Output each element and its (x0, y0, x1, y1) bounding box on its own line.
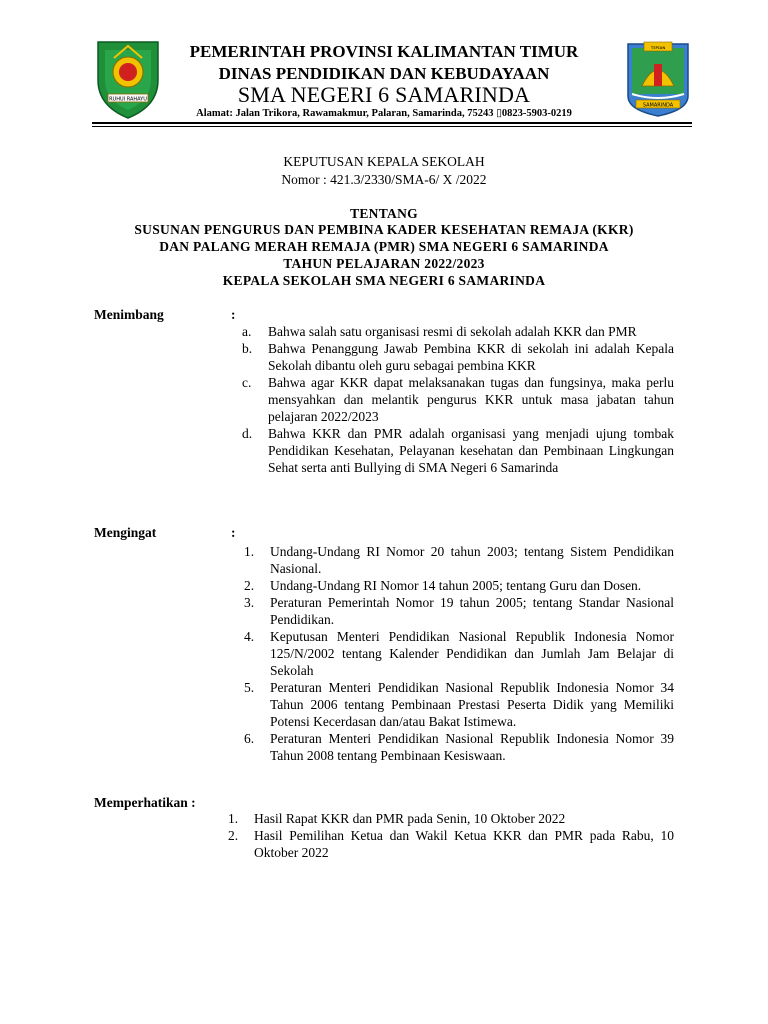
list-item (228, 827, 674, 861)
subject-line-1: SUSUNAN PENGURUS DAN PEMBINA KADER KESEHATAN REMAJA (KKR) (134, 222, 634, 237)
letterhead-department: DINAS PENDIDIKAN DAN KEBUDAYAAN (218, 64, 550, 83)
list-item-marker: d. (242, 426, 253, 441)
list-item-marker: 1. (244, 544, 255, 559)
list-item (242, 374, 674, 425)
list-item (242, 425, 674, 476)
memperhatikan-list (228, 810, 674, 861)
list-item-text: Peraturan Menteri Pendidikan Nasional Republik Indonesia Nomor 39 Tahun 2008 tentang Pembinaan Kesiswaan. (270, 731, 674, 763)
list-item (244, 594, 674, 628)
list-item-text: Bahwa salah satu organisasi resmi di sekolah adalah KKR dan PMR (268, 324, 637, 339)
list-item-marker: 5. (244, 680, 255, 695)
subject-line-2: DAN PALANG MERAH REMAJA (PMR) SMA NEGERI 6 SAMARINDA (159, 239, 609, 254)
mengingat-label: Mengingat (94, 525, 157, 540)
subject-line-4: KEPALA SEKOLAH SMA NEGERI 6 SAMARINDA (222, 273, 546, 288)
letterhead-school: SMA NEGERI 6 SAMARINDA (237, 82, 531, 107)
letterhead-address: Alamat: Jalan Trikora, Rawamakmur, Palaran, Samarinda, 75243 ▯0823-5903-0219 (196, 108, 572, 119)
right-logo-crest-text: ᴛᴇᴘɪᴀɴ (650, 46, 666, 51)
list-item-text: Bahwa KKR dan PMR adalah organisasi yang menjadi ujung tombak Pendidikan Kesehatan, Pelayanan kesehatan dan Pembinaan Lingkungan Sehat serta anti Bullying di SMA Negeri 6 Samarinda (268, 426, 674, 475)
tentang-heading: TENTANG (350, 206, 418, 221)
list-item-text: Hasil Rapat KKR dan PMR pada Senin, 10 Oktober 2022 (254, 811, 566, 826)
letterhead-rule-thin (92, 126, 692, 127)
decree-number: Nomor : 421.3/2330/SMA-6/ X /2022 (281, 172, 487, 187)
list-item (244, 628, 674, 679)
subject-line-3: TAHUN PELAJARAN 2022/2023 (283, 256, 485, 271)
list-item-marker: a. (242, 324, 252, 339)
list-item-marker: 4. (244, 629, 255, 644)
list-item-text: Peraturan Menteri Pendidikan Nasional Republik Indonesia Nomor 34 Tahun 2006 tentang Pembinaan Prestasi Peserta Didik yang Memiliki Potensi Kecerdasan dan/atau Bakat Istimewa. (270, 680, 674, 729)
list-item-marker: 1. (228, 811, 239, 826)
right-logo-banner-text: SAMARINDA (642, 102, 674, 109)
list-item-marker: b. (242, 341, 253, 356)
list-item-text: Undang-Undang RI Nomor 14 tahun 2005; tentang Guru dan Dosen. (270, 578, 642, 593)
list-item-text: Bahwa agar KKR dapat melaksanakan tugas dan fungsinya, maka perlu mensyahkan dan melantik pengurus KKR untuk masa jabatan tahun pelajaran 2022/2023 (268, 375, 674, 424)
list-item-text: Bahwa Penanggung Jawab Pembina KKR di sekolah ini adalah Kepala Sekolah dibantu oleh guru sebagai pembina KKR (268, 341, 674, 373)
menimbang-list (242, 323, 674, 476)
menimbang-colon: : (231, 307, 236, 322)
list-item-marker: 6. (244, 731, 255, 746)
list-item-marker: 2. (244, 578, 255, 593)
list-item-marker: 3. (244, 595, 255, 610)
list-item-text: Undang-Undang RI Nomor 20 tahun 2003; tentang Sistem Pendidikan Nasional. (270, 544, 674, 576)
memperhatikan-label: Memperhatikan : (94, 795, 196, 810)
mengingat-list (244, 543, 674, 764)
letterhead-province: PEMERINTAH PROVINSI KALIMANTAN TIMUR (189, 42, 579, 61)
list-item (244, 730, 674, 764)
list-item-marker: 2. (228, 828, 239, 843)
list-item (228, 810, 674, 827)
list-item-text: Peraturan Pemerintah Nomor 19 tahun 2005; tentang Standar Nasional Pendidikan. (270, 595, 674, 627)
letterhead-rule-thick (92, 122, 692, 124)
list-item-marker: c. (242, 375, 252, 390)
list-item (244, 543, 674, 577)
list-item (244, 577, 674, 594)
list-item (242, 340, 674, 374)
list-item-text: Hasil Pemilihan Ketua dan Wakil Ketua KKR dan PMR pada Rabu, 10 Oktober 2022 (254, 828, 674, 860)
list-item-text: Keputusan Menteri Pendidikan Nasional Republik Indonesia Nomor 125/N/2002 tentang Kalender Pendidikan dan Jumlah Jam Belajar di Sekolah (270, 629, 674, 678)
list-item (244, 679, 674, 730)
left-logo-ribbon-text: RUHUI RAHAYU (109, 96, 147, 103)
mengingat-colon: : (231, 525, 236, 540)
menimbang-label: Menimbang (94, 307, 164, 322)
list-item (242, 323, 674, 340)
decree-heading: KEPUTUSAN KEPALA SEKOLAH (283, 154, 485, 169)
